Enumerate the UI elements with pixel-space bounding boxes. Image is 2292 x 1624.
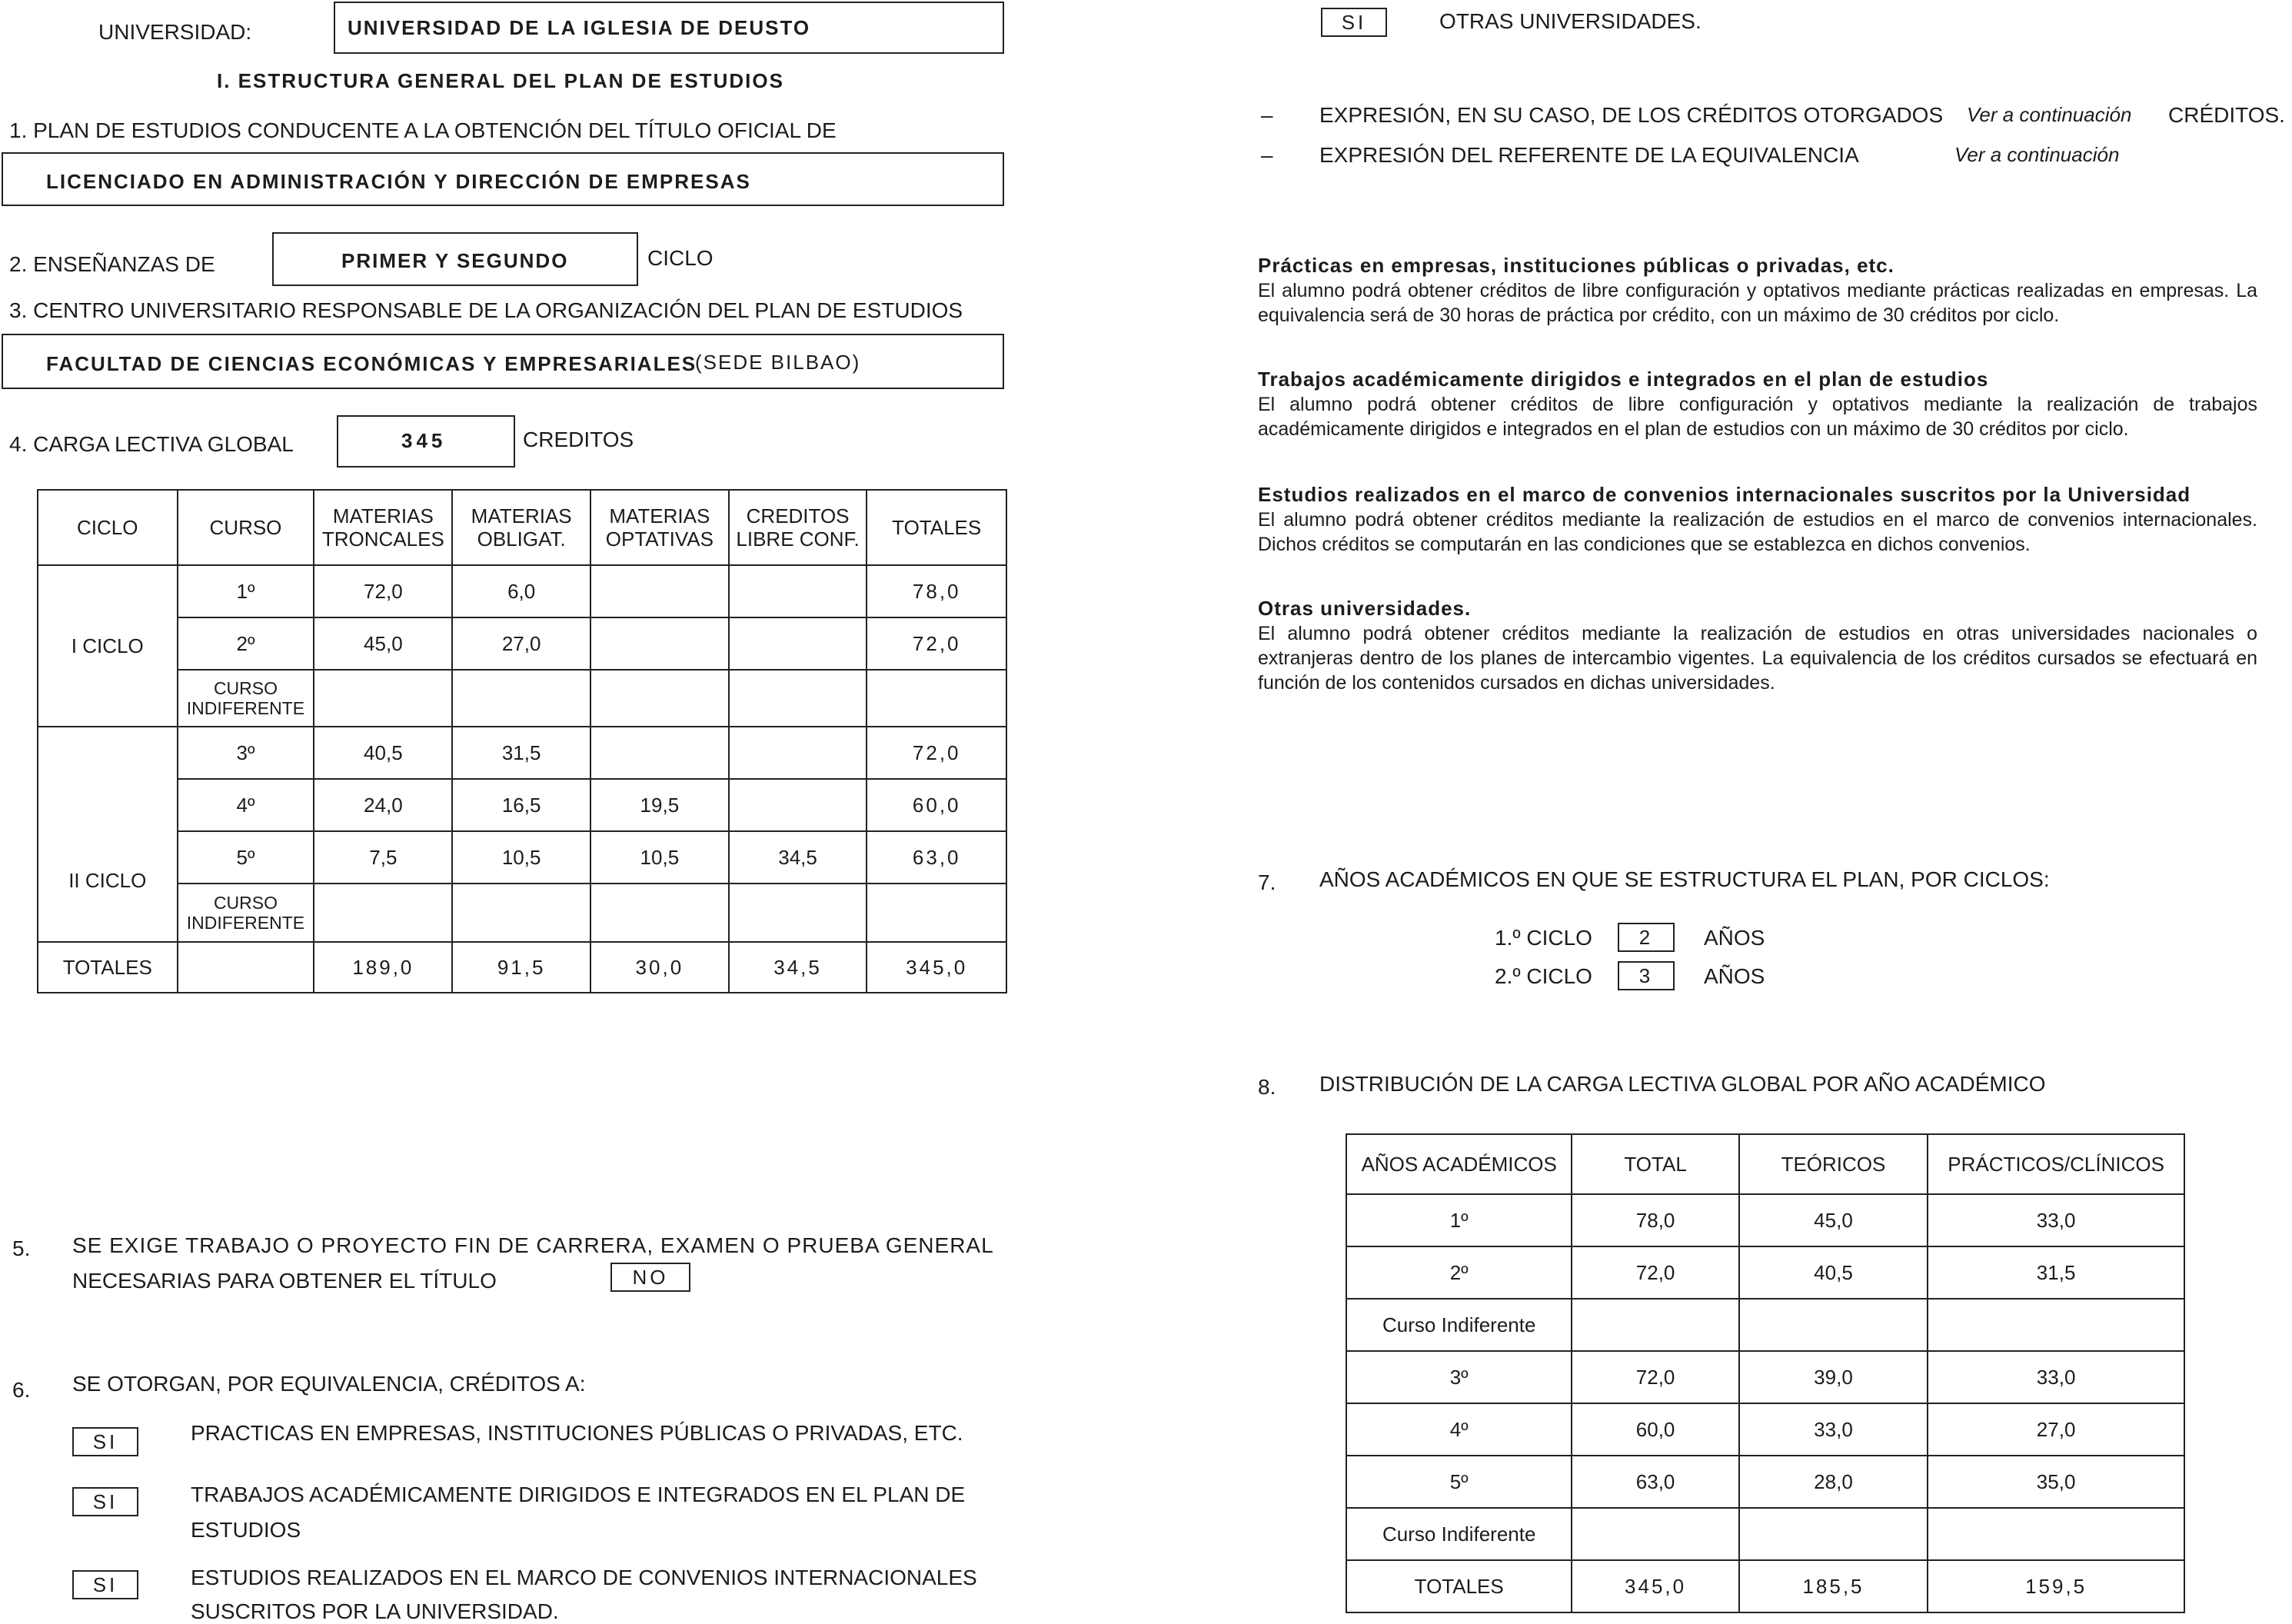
total-cell (1572, 1299, 1738, 1351)
obligat-cell: 6,0 (452, 565, 590, 617)
para1-title: Prácticas en empresas, instituciones públicas o privadas, etc. (1258, 254, 1894, 277)
annual-totals-practicos: 159,5 (1928, 1560, 2184, 1612)
table-row (38, 884, 1006, 942)
total-cell: 72,0 (1572, 1351, 1738, 1403)
centro-value: FACULTAD DE CIENCIAS ECONÓMICAS Y EMPRESARIALES (46, 352, 697, 375)
year-cell: 2º (1346, 1246, 1572, 1299)
totales-cell: 72,0 (867, 617, 1006, 670)
year-cell: 4º (1346, 1403, 1572, 1456)
empty-cell (178, 942, 314, 993)
empty-cell (729, 884, 867, 942)
table-row (38, 831, 1006, 884)
para1-text: El alumno podrá obtener créditos de libre configuración y optativos mediante prácticas realizadas en empresas. La equivalencia será de 30 horas de práctica por crédito, con un máximo de 30 créditos por ciclo. (1258, 280, 2257, 326)
curso-cell: 4º (178, 779, 314, 831)
expr1-label: EXPRESIÓN, EN SU CASO, DE LOS CRÉDITOS OTORGADOS (1319, 103, 1944, 127)
practicos-cell: 27,0 (1928, 1403, 2184, 1456)
annual-table (1346, 1133, 2185, 1613)
annual-header-anos: AÑOS ACADÉMICOS (1346, 1134, 1572, 1194)
year-cell: Curso Indiferente (1346, 1508, 1572, 1560)
item8-num: 8. (1258, 1075, 1276, 1099)
ciclo1-suffix: AÑOS (1704, 926, 1765, 950)
teoricos-cell: 28,0 (1739, 1456, 1928, 1508)
bullet-2: – (1261, 143, 1273, 167)
year-cell: 1º (1346, 1194, 1572, 1246)
item6-option3-text-line2: SUSCRITOS POR LA UNIVERSIDAD. (191, 1599, 559, 1623)
item6-option3-box: SI (72, 1570, 138, 1599)
item4-label: 4. CARGA LECTIVA GLOBAL (9, 432, 294, 456)
practicos-cell: 33,0 (1928, 1194, 2184, 1246)
curso-cell: 2º (178, 617, 314, 670)
item5-line2: NECESARIAS PARA OBTENER EL TÍTULO (72, 1269, 497, 1293)
ciclo2-years-box: 3 (1618, 961, 1675, 990)
header-libre: CREDITOS LIBRE CONF. (729, 490, 867, 565)
teoricos-cell: 39,0 (1739, 1351, 1928, 1403)
expr1-suffix: CRÉDITOS. (2168, 103, 2285, 127)
item7-label: AÑOS ACADÉMICOS EN QUE SE ESTRUCTURA EL PLAN, POR CICLOS: (1319, 867, 2050, 891)
annual-totals-label: TOTALES (1346, 1560, 1572, 1612)
troncales-cell: 72,0 (314, 565, 452, 617)
item6-option2-text: TRABAJOS ACADÉMICAMENTE DIRIGIDOS E INTEGRADOS EN EL PLAN DE (191, 1483, 966, 1506)
item6-option1-box: SI (72, 1427, 138, 1456)
para2-title: Trabajos académicamente dirigidos e integrados en el plan de estudios (1258, 368, 1989, 391)
totals-optativas: 30,0 (590, 942, 729, 993)
teoricos-cell (1739, 1299, 1928, 1351)
empty-cell (452, 670, 590, 727)
annual-totals-total: 345,0 (1572, 1560, 1738, 1612)
annual-header-total: TOTAL (1572, 1134, 1738, 1194)
empty-cell (867, 670, 1006, 727)
annual-header-row (1346, 1134, 2184, 1194)
total-cell: 60,0 (1572, 1403, 1738, 1456)
para2-text: El alumno podrá obtener créditos de libre configuración y optativos mediante la realización de trabajos académicamente dirigidos e integrados en el plan de estudios con un máximo de 30 créditos por ciclo. (1258, 394, 2257, 440)
optativas-cell (590, 727, 729, 779)
table-row (38, 727, 1006, 779)
centro-sede: (SEDE BILBAO) (695, 351, 861, 374)
totals-obligat: 91,5 (452, 942, 590, 993)
obligat-cell: 16,5 (452, 779, 590, 831)
item6-num: 6. (12, 1378, 31, 1402)
empty-cell (314, 670, 452, 727)
item6-option2-text-line2: ESTUDIOS (191, 1518, 301, 1542)
carga-value: 345 (401, 429, 447, 452)
totals-label: TOTALES (38, 942, 178, 993)
troncales-cell: 45,0 (314, 617, 452, 670)
totals-libre: 34,5 (729, 942, 867, 993)
empty-cell (452, 884, 590, 942)
item6-label: SE OTORGAN, POR EQUIVALENCIA, CRÉDITOS A: (72, 1372, 586, 1396)
header-totales: TOTALES (867, 490, 1006, 565)
table-row (1346, 1456, 2184, 1508)
item7-num: 7. (1258, 870, 1276, 894)
total-cell: 78,0 (1572, 1194, 1738, 1246)
item5-num: 5. (12, 1236, 31, 1260)
practicos-cell (1928, 1508, 2184, 1560)
item6-other-box: SI (1321, 8, 1387, 37)
table-row (1346, 1194, 2184, 1246)
optativas-cell (590, 565, 729, 617)
totales-cell: 60,0 (867, 779, 1006, 831)
credits-table (37, 489, 1007, 993)
annual-totals-row (1346, 1560, 2184, 1612)
year-cell: 5º (1346, 1456, 1572, 1508)
header-troncales: MATERIAS TRONCALES (314, 490, 452, 565)
ciclo1-years-box: 2 (1618, 923, 1675, 952)
table-row (38, 779, 1006, 831)
expr1-value: Ver a continuación (1967, 103, 2132, 126)
obligat-cell: 10,5 (452, 831, 590, 884)
item6-option3-text: ESTUDIOS REALIZADOS EN EL MARCO DE CONVENIOS INTERNACIONALES (191, 1566, 977, 1589)
ciclo1-label: 1.º CICLO (1495, 926, 1592, 950)
empty-cell (729, 670, 867, 727)
total-cell: 63,0 (1572, 1456, 1738, 1508)
para3-title: Estudios realizados en el marco de convenios internacionales suscritos por la Universidad (1258, 483, 2191, 506)
teoricos-cell: 45,0 (1739, 1194, 1928, 1246)
total-cell (1572, 1508, 1738, 1560)
item6-other-label: OTRAS UNIVERSIDADES. (1439, 9, 1702, 33)
universidad-label: UNIVERSIDAD: (98, 20, 252, 44)
teoricos-cell (1739, 1508, 1928, 1560)
empty-cell (867, 884, 1006, 942)
libre-cell (729, 565, 867, 617)
table-row (1346, 1403, 2184, 1456)
practicos-cell: 35,0 (1928, 1456, 2184, 1508)
troncales-cell: 24,0 (314, 779, 452, 831)
year-cell: 3º (1346, 1351, 1572, 1403)
ciclo2-suffix: AÑOS (1704, 964, 1765, 988)
libre-cell (729, 617, 867, 670)
credits-header-row (38, 490, 1006, 565)
total-cell: 72,0 (1572, 1246, 1738, 1299)
para4-title: Otras universidades. (1258, 597, 1472, 620)
table-row (1346, 1246, 2184, 1299)
ciclo-2-label: II CICLO (38, 727, 178, 942)
optativas-cell: 10,5 (590, 831, 729, 884)
expr2-value: Ver a continuación (1954, 143, 2120, 166)
item1-label: 1. PLAN DE ESTUDIOS CONDUCENTE A LA OBTENCIÓN DEL TÍTULO OFICIAL DE (9, 118, 837, 142)
empty-cell (590, 670, 729, 727)
table-row (38, 670, 1006, 727)
item8-label: DISTRIBUCIÓN DE LA CARGA LECTIVA GLOBAL POR AÑO ACADÉMICO (1319, 1072, 2046, 1096)
curso-indiferente-1: CURSO INDIFERENTE (178, 670, 314, 727)
table-row (1346, 1351, 2184, 1403)
obligat-cell: 27,0 (452, 617, 590, 670)
item3-label: 3. CENTRO UNIVERSITARIO RESPONSABLE DE LA ORGANIZACIÓN DEL PLAN DE ESTUDIOS (9, 298, 963, 322)
annual-header-teoricos: TEÓRICOS (1739, 1134, 1928, 1194)
totals-row (38, 942, 1006, 993)
teoricos-cell: 33,0 (1739, 1403, 1928, 1456)
troncales-cell: 7,5 (314, 831, 452, 884)
libre-cell (729, 779, 867, 831)
curso-cell: 1º (178, 565, 314, 617)
ciclo-suffix: CICLO (647, 246, 714, 270)
bullet-1: – (1261, 103, 1273, 127)
table-row (38, 565, 1006, 617)
year-cell: Curso Indiferente (1346, 1299, 1572, 1351)
ciclo-1-label: I CICLO (38, 565, 178, 727)
optativas-cell: 19,5 (590, 779, 729, 831)
annual-header-practicos: PRÁCTICOS/CLÍNICOS (1928, 1134, 2184, 1194)
section-title: I. ESTRUCTURA GENERAL DEL PLAN DE ESTUDIOS (217, 69, 784, 92)
item5-value-box: NO (610, 1263, 690, 1292)
universidad-value: UNIVERSIDAD DE LA IGLESIA DE DEUSTO (348, 16, 811, 39)
annual-totals-teoricos: 185,5 (1739, 1560, 1928, 1612)
totales-cell: 78,0 (867, 565, 1006, 617)
para3-text: El alumno podrá obtener créditos mediante la realización de estudios en el marco de convenios internacionales. Dichos créditos se computarán en las condiciones que se establezca en dichos convenios. (1258, 509, 2257, 555)
libre-cell: 34,5 (729, 831, 867, 884)
titulo-value: LICENCIADO EN ADMINISTRACIÓN Y DIRECCIÓN DE EMPRESAS (46, 170, 751, 193)
ensenanzas-value: PRIMER Y SEGUNDO (341, 249, 569, 272)
header-optativas: MATERIAS OPTATIVAS (590, 490, 729, 565)
header-ciclo: CICLO (38, 490, 178, 565)
curso-cell: 3º (178, 727, 314, 779)
totals-troncales: 189,0 (314, 942, 452, 993)
item2-label: 2. ENSEÑANZAS DE (9, 252, 215, 276)
totales-cell: 72,0 (867, 727, 1006, 779)
totales-cell: 63,0 (867, 831, 1006, 884)
curso-cell: 5º (178, 831, 314, 884)
practicos-cell (1928, 1299, 2184, 1351)
header-curso: CURSO (178, 490, 314, 565)
table-row (38, 617, 1006, 670)
empty-cell (314, 884, 452, 942)
practicos-cell: 31,5 (1928, 1246, 2184, 1299)
libre-cell (729, 727, 867, 779)
ciclo2-label: 2.º CICLO (1495, 964, 1592, 988)
carga-suffix: CREDITOS (523, 428, 634, 451)
table-row (1346, 1299, 2184, 1351)
para4-text: El alumno podrá obtener créditos mediante la realización de estudios en otras universidades nacionales o extranjeras dentro de los planes de intercambio vigentes. La equivalencia de los créditos cursados se efectuará en función de los contenidos cursados en dichas universidades. (1258, 623, 2257, 694)
item6-option1-text: PRACTICAS EN EMPRESAS, INSTITUCIONES PÚBLICAS O PRIVADAS, ETC. (191, 1421, 963, 1445)
obligat-cell: 31,5 (452, 727, 590, 779)
practicos-cell: 33,0 (1928, 1351, 2184, 1403)
teoricos-cell: 40,5 (1739, 1246, 1928, 1299)
item5-line1: SE EXIGE TRABAJO O PROYECTO FIN DE CARRERA, EXAMEN O PRUEBA GENERAL (72, 1233, 994, 1257)
expr2-label: EXPRESIÓN DEL REFERENTE DE LA EQUIVALENCIA (1319, 143, 1859, 167)
totals-totales: 345,0 (867, 942, 1006, 993)
optativas-cell (590, 617, 729, 670)
header-obligat: MATERIAS OBLIGAT. (452, 490, 590, 565)
item6-option2-box: SI (72, 1487, 138, 1516)
curso-indiferente-2: CURSO INDIFERENTE (178, 884, 314, 942)
troncales-cell: 40,5 (314, 727, 452, 779)
empty-cell (590, 884, 729, 942)
table-row (1346, 1508, 2184, 1560)
